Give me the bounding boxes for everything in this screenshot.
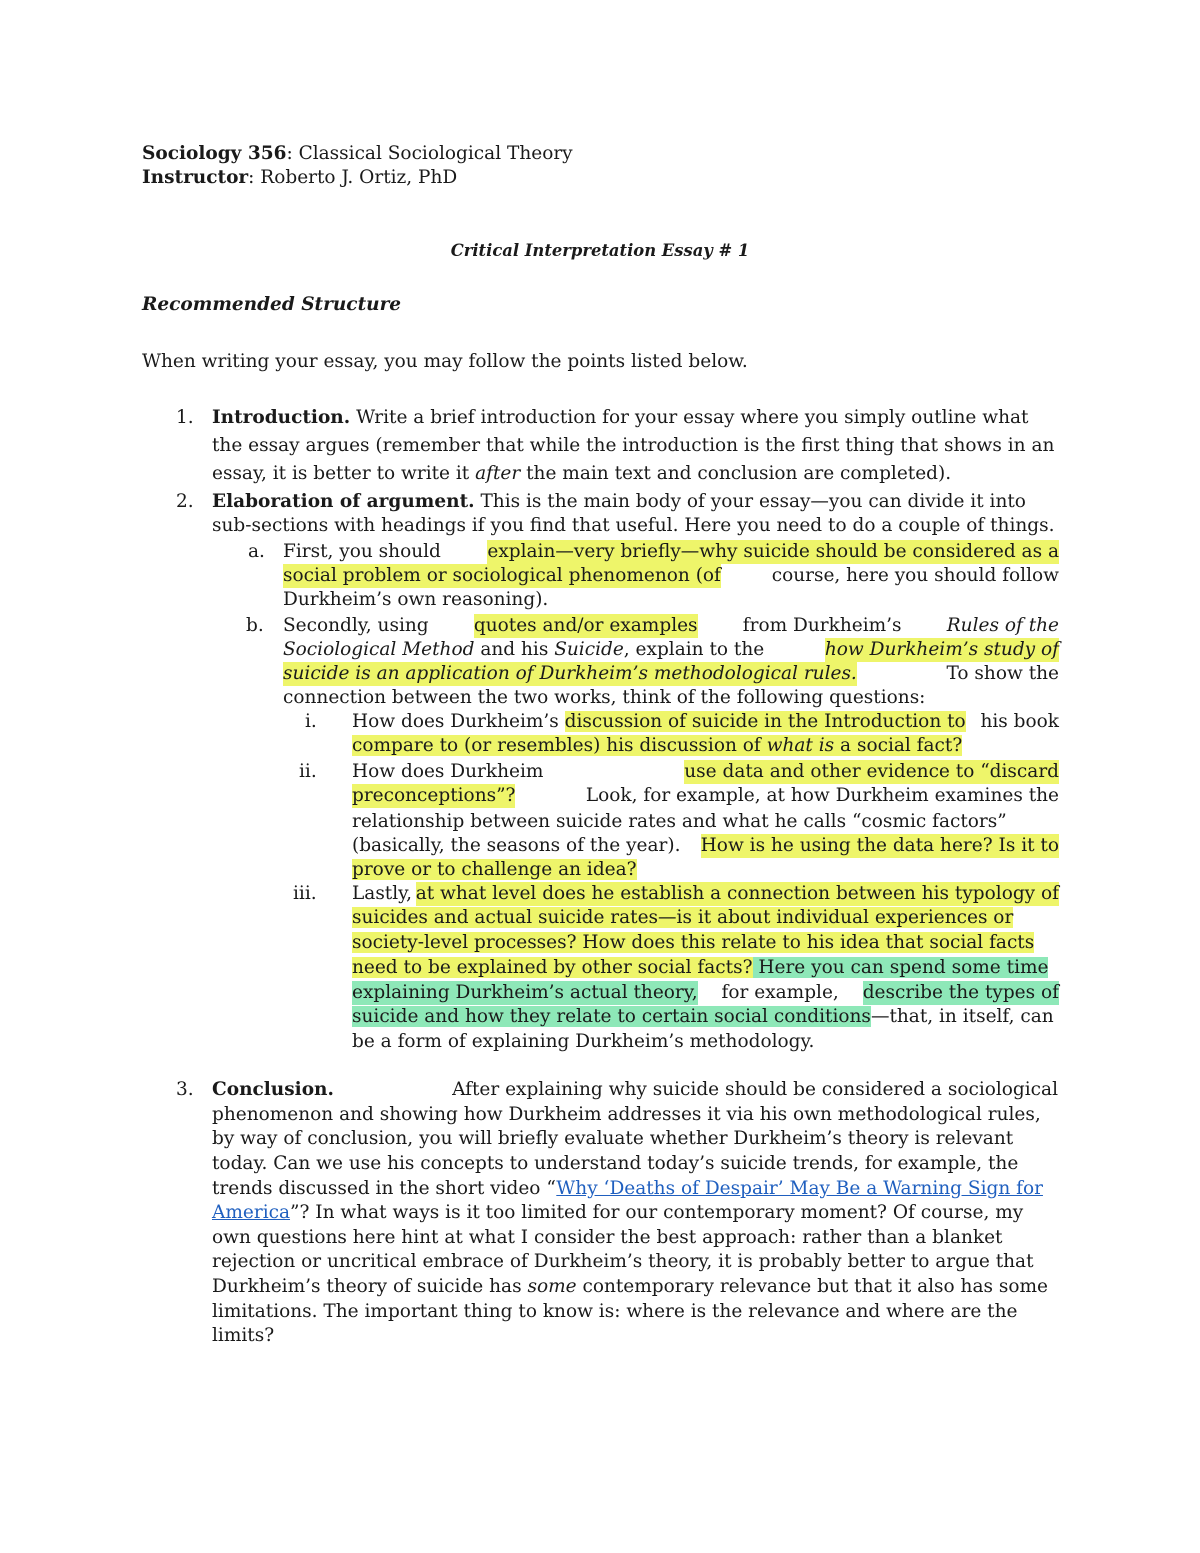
sub-b-line-3: suicide is an application of Durkheim’s methodological rules. To show the <box>283 663 1059 684</box>
roman-iii-line-4 <box>352 956 1048 980</box>
conclusion-line-4: today. Can we use his concepts to understand today’s suicide trends, for example, the <box>212 1153 1019 1174</box>
conclusion-line-11: limits? <box>212 1325 275 1346</box>
video-link-continued[interactable]: America <box>212 1202 291 1223</box>
item-2-number: 2. <box>176 491 194 512</box>
highlight: quotes and/or examples <box>473 615 698 636</box>
sub-b-line-1: Secondly, using quotes and/or examples from Durkheim’s Rules of the <box>283 615 1059 636</box>
highlight: prove or to challenge an idea? <box>352 859 637 880</box>
highlight: preconceptions”? <box>352 785 516 806</box>
roman-i-line-2 <box>352 734 962 758</box>
roman-ii-line-5 <box>352 858 637 882</box>
highlight: at what level does he establish a connection between his typology of <box>415 883 1059 904</box>
item-3-heading: Conclusion. <box>212 1079 334 1100</box>
highlight: compare to (or resembles) his discussion of what is a social fact? <box>352 735 963 756</box>
conclusion-line-5: trends discussed in the short video “Why ‘Deaths of Despair’ May Be a Warning Sign for <box>212 1178 1043 1199</box>
roman-iii-line-6: suicide and how they relate to certain social conditions—that, in itself, can <box>352 1006 1054 1027</box>
intro-text: When writing your essay, you may follow the points listed below. <box>142 351 748 372</box>
roman-ii-line-3: relationship between suicide rates and what he calls “cosmic factors” <box>352 811 1007 832</box>
conclusion-line-7: own questions here hint at what I consider the best approach: rather than a blanket <box>212 1227 1003 1248</box>
roman-ii-line-4: (basically, the seasons of the year). How is he using the data here? Is it to <box>352 835 1059 856</box>
highlight-green: Here you can spend some time <box>752 957 1049 978</box>
highlight: discussion of suicide in the Introduction to <box>564 711 966 732</box>
roman-i-number: i. <box>305 711 317 732</box>
highlight: suicides and actual suicide rates—is it about individual experiences or <box>352 907 1014 928</box>
sub-a-line-3: Durkheim’s own reasoning). <box>283 589 549 610</box>
highlight: use data and other evidence to “discard <box>684 761 1059 782</box>
sub-a-line-2: social problem or sociological phenomenon (of course, here you should follow <box>283 565 1059 586</box>
roman-iii-line-7: be a form of explaining Durkheim’s methodology. <box>352 1031 815 1052</box>
item-1-number: 1. <box>176 407 194 428</box>
item-2-line-2: sub-sections with headings if you find that useful. Here you need to do a couple of things. <box>212 515 1055 536</box>
item-1-line-2: the essay argues (remember that while the introduction is the first thing that shows in an <box>212 435 1055 456</box>
roman-ii-line-2: preconceptions”? Look, for example, at how Durkheim examines the <box>352 785 1059 806</box>
item-1-line-3: essay, it is better to write it after the main text and conclusion are completed). <box>212 463 952 484</box>
conclusion-line-1: Conclusion. After explaining why suicide should be considered a sociological <box>212 1079 1058 1100</box>
roman-iii-line-2 <box>352 906 1013 930</box>
highlight: social problem or sociological phenomenon (of <box>283 565 721 586</box>
course-label: Sociology 356 <box>142 143 287 164</box>
course-name: : Classical Sociological Theory <box>286 143 573 164</box>
highlight: suicide is an application of Durkheim’s methodological rules. <box>283 663 857 684</box>
item-3-number: 3. <box>176 1079 194 1100</box>
conclusion-line-8: rejection or uncritical embrace of Durkheim’s theory, it is probably better to argue that <box>212 1251 1034 1272</box>
video-link[interactable]: Why ‘Deaths of Despair’ May Be a Warning Sign for <box>556 1178 1043 1199</box>
highlight: How is he using the data here? Is it to <box>700 835 1059 856</box>
item-2-line-1: Elaboration of argument. This is the main body of your essay—you can divide it into <box>212 491 1026 512</box>
roman-ii-line-1: How does Durkheim use data and other evidence to “discard <box>352 761 1059 782</box>
conclusion-line-6: America”? In what ways is it too limited for our contemporary moment? Of course, my <box>212 1202 1024 1223</box>
conclusion-line-10: limitations. The important thing to know is: where is the relevance and where are the <box>212 1301 1018 1322</box>
roman-iii-line-1: Lastly, at what level does he establish a connection between his typology of <box>352 883 1059 904</box>
highlight-green: suicide and how they relate to certain social conditions <box>352 1006 871 1027</box>
roman-iii-line-5: explaining Durkheim’s actual theory, for example, describe the types of <box>352 982 1059 1003</box>
essay-title: Critical Interpretation Essay # 1 <box>450 241 750 260</box>
instructor-label: Instructor <box>142 167 249 188</box>
instructor-line <box>142 166 457 190</box>
sub-b-line-4: connection between the two works, think of the following questions: <box>283 687 926 708</box>
highlight-green: explaining Durkheim’s actual theory, <box>352 982 698 1003</box>
sub-a-line-1: First, you should explain—very briefly—why suicide should be considered as a <box>283 541 1059 562</box>
course-line <box>142 142 573 166</box>
roman-iii-line-3 <box>352 931 1034 955</box>
roman-ii-number: ii. <box>299 761 317 782</box>
roman-iii-number: iii. <box>293 883 317 904</box>
highlight: need to be explained by other social facts? <box>352 957 753 978</box>
item-2-heading: Elaboration of argument. <box>212 491 475 512</box>
item-1-line-1: Introduction. Write a brief introduction for your essay where you simply outline what <box>212 407 1029 428</box>
conclusion-line-3: by way of conclusion, you will briefly evaluate whether Durkheim’s theory is relevant <box>212 1128 1014 1149</box>
highlight-green: describe the types of <box>862 982 1059 1003</box>
sub-b-number: b. <box>246 615 264 636</box>
conclusion-line-9: Durkheim’s theory of suicide has some contemporary relevance but that it also has some <box>212 1276 1048 1297</box>
highlight: society-level processes? How does this relate to his idea that social facts <box>352 932 1035 953</box>
conclusion-line-2: phenomenon and showing how Durkheim addresses it via his own methodological rules, <box>212 1104 1041 1125</box>
instructor-name: : Roberto J. Ortiz, PhD <box>248 167 458 188</box>
highlight: explain—very briefly—why suicide should be considered as a <box>487 541 1059 562</box>
roman-i-line-1: How does Durkheim’s discussion of suicide in the Introduction to his book <box>352 711 1059 732</box>
sub-b-line-2: Sociological Method and his Suicide, explain to the how Durkheim’s study of <box>283 639 1059 660</box>
sub-a-number: a. <box>248 541 265 562</box>
section-subtitle: Recommended Structure <box>142 294 402 315</box>
highlight: how Durkheim’s study of <box>824 639 1059 660</box>
item-1-heading: Introduction. <box>212 407 351 428</box>
